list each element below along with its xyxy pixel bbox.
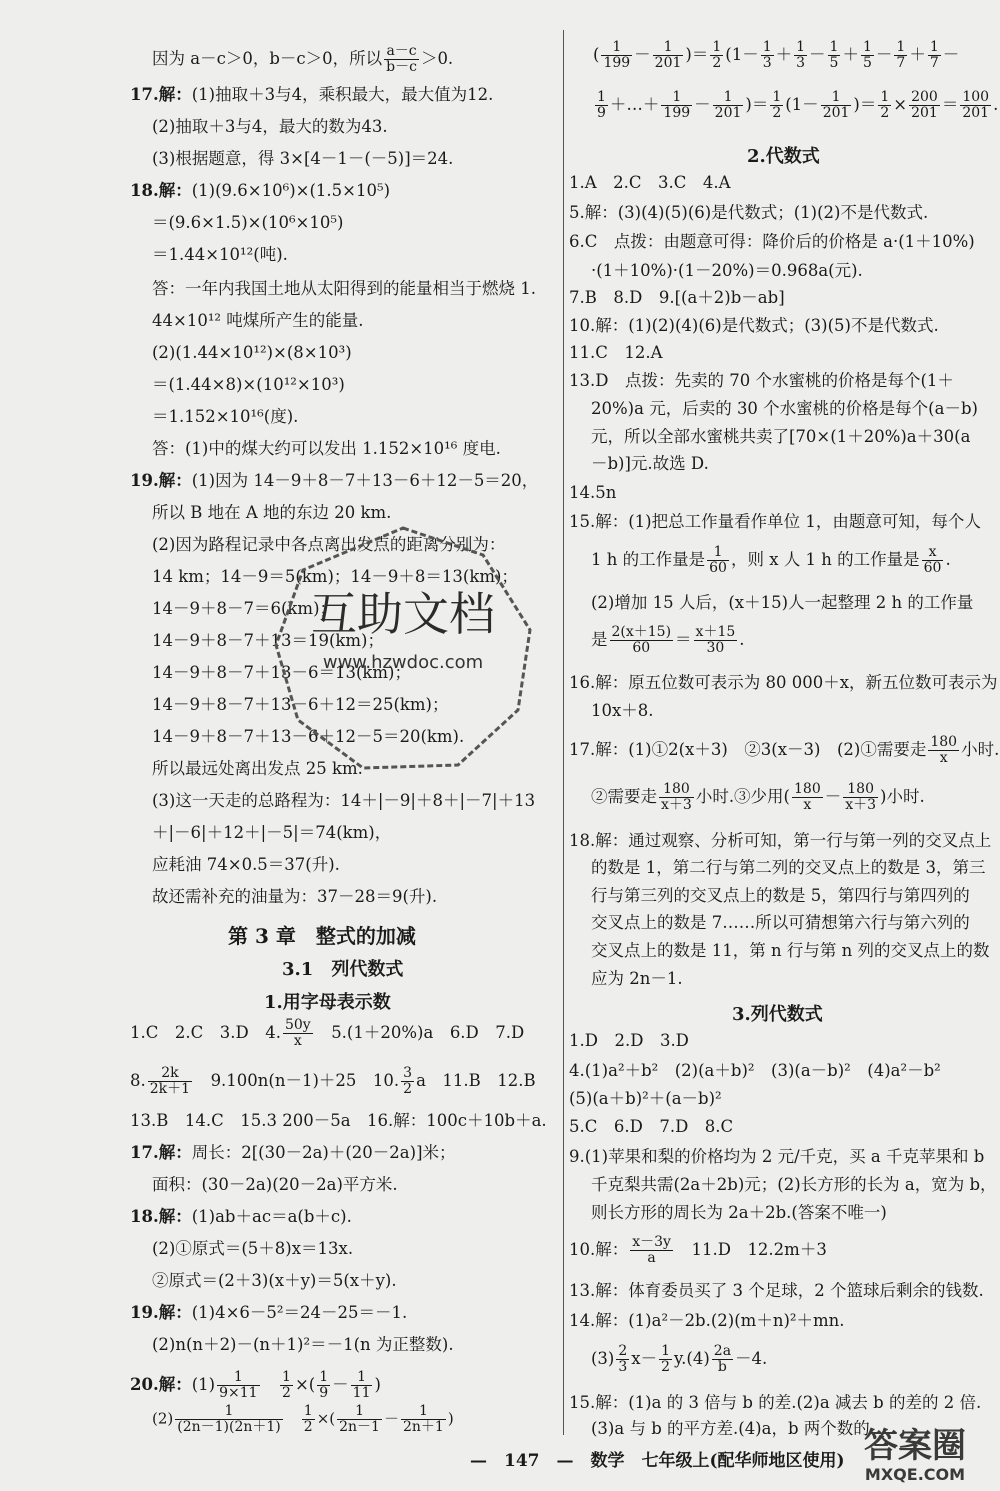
answer-line: 千克梨共需(2a＋2b)元；(2)长方形的长为 a，宽为 b， (591, 1175, 997, 1194)
stamp-url: www.hzwdoc.com (322, 652, 484, 673)
answer-line: 18.解：通过观察、分析可知，第一行与第一列的交叉点上 (569, 831, 992, 850)
text-line: (2)①原式＝(5＋8)x＝13x. (152, 1239, 354, 1258)
answer-line: 15.解：(1)把总工作量看作单位 1，由题意可知，每个人 (569, 512, 981, 531)
fraction: $\frac{1}{60}$ (709, 544, 727, 576)
logo-text: 答案圈 (864, 1426, 966, 1466)
fraction: $\frac{1}{2n-1}$ (339, 1403, 380, 1435)
text-line: (2)n(n＋2)－(n＋1)²＝－1(n 为正整数). (152, 1335, 454, 1354)
text-line: (2)(1.44×10¹²)×(8×10³) (152, 343, 352, 362)
chapter-title: 第 3 章 整式的加减 (228, 924, 416, 948)
text-line: 因为 a－c＞0，b－c＞0，所以 $\frac{a-c}{b-c}$ ＞0. (152, 43, 454, 75)
text-line: 所以 B 地在 A 地的东边 20 km. (152, 503, 392, 522)
fraction: $\frac{1}{2}$ (772, 89, 782, 121)
fraction: $\frac{1}{(2n-1)(2n+1)}$ (177, 1403, 281, 1435)
fraction: $\frac{1}{2n+1}$ (402, 1403, 444, 1435)
fraction: $\frac{180}{x}$ (794, 781, 821, 813)
math-line: ( $\frac{1}{199}$ － $\frac{1}{201}$ )＝ $\frac{1}{2}$ (1－ $\frac{1}{3}$ ＋ $\frac{1}{3}$ － $\frac{1}{5}$ ＋ $\frac{1}{5}$ － $\frac{1}{7}$ ＋ $\frac{1}{7}$ － (593, 39, 960, 71)
text-line: 面积：(30－2a)(20－2a)平方米. (152, 1175, 398, 1194)
text-line: 18.解：(1)(9.6×10⁶)×(1.5×10⁵) (130, 181, 391, 200)
fraction: $\frac{3}{2}$ (403, 1065, 413, 1097)
answer-line: (5)(a＋b)²＋(a－b)² (569, 1089, 722, 1108)
answer-line: (3)a 与 b 的平方差.(4)a，b 两个数的 (591, 1419, 870, 1438)
watermark-stamp (268, 520, 538, 775)
text-line: 14－9＋8－7＋13＝19(km)； (152, 631, 384, 650)
text-line: ＋|－6|＋12＋|－5|＝74(km)， (152, 823, 392, 842)
text-line: 17.解：(1)抽取＋3与4，乘积最大，最大值为12. (130, 85, 494, 104)
text-line: 14－9＋8－7＝6(km)； (152, 599, 337, 618)
text-line: 14 km；14－9＝5(km)；14－9＋8＝13(km)； (152, 567, 518, 586)
text-line: 14－9＋8－7＋13－6＝13(km)； (152, 663, 411, 682)
fraction: $\frac{1}{201}$ (822, 89, 850, 121)
fraction: $\frac{x-3y}{a}$ (632, 1234, 671, 1266)
answer-line: 17.解：(1)①2(x＋3) ②3(x－3) (2)①需要走 $\frac{180}{x}$ 小时. (569, 734, 1000, 766)
fraction: $\frac{1}{3}$ (762, 39, 772, 71)
subsection-title: 1.用字母表示数 (264, 992, 391, 1013)
subsection-title: 2.代数式 (747, 146, 820, 167)
text-line: (2)因为路程记录中各点离出发点的距离分别为： (152, 535, 506, 554)
text-line: ＝(9.6×1.5)×(10⁶×10⁵) (152, 213, 344, 232)
fraction: $\frac{2(x+15)}{60}$ (611, 624, 672, 656)
answer-line: 16.解：原五位数可表示为 80 000＋x，新五位数可表示为 (569, 673, 998, 692)
fraction: $\frac{1}{2}$ (661, 1343, 671, 1375)
corner-logo (840, 1417, 990, 1487)
text-line: ②原式＝(2＋3)(x＋y)＝5(x＋y). (152, 1271, 397, 1290)
answer-line: 9.(1)苹果和梨的价格均为 2 元/千克，买 a 千克苹果和 b (569, 1147, 985, 1166)
fraction: $\frac{200}{201}$ (911, 89, 938, 121)
text-line: 答：(1)中的煤大约可以发出 1.152×10¹⁶ 度电. (152, 439, 501, 458)
answer-line: －b)]元.故选 D. (591, 454, 709, 473)
answer-line: 元，所以全部水蜜桃共卖了[70×(1＋20%)a＋30(a (591, 427, 971, 446)
answer-line: (2)增加 15 人后，(x＋15)人一起整理 2 h 的工作量 (591, 593, 974, 612)
fraction: $\frac{2k}{2k+1}$ (149, 1065, 191, 1097)
fraction: $\frac{1}{199}$ (603, 39, 631, 71)
fraction: $\frac{1}{9}$ (597, 89, 606, 121)
math-line: $\frac{1}{9}$ ＋…＋ $\frac{1}{199}$ － $\frac{1}{201}$ )＝ $\frac{1}{2}$ (1－ $\frac{1}{201}$ )＝ $\frac{1}{2}$ × $\frac{200}{201}$ ＝ $\frac{100}{201}$ . (597, 89, 999, 121)
fraction: $\frac{1}{2}$ (712, 39, 722, 71)
fraction: $\frac{50y}{x}$ (284, 1017, 311, 1049)
answer-line: 14.解：(1)a²－2b.(2)(m＋n)²＋mn. (569, 1311, 845, 1330)
answer-line: 1.A 2.C 3.C 4.A (569, 173, 731, 192)
answer-line: 6.C 点拨：由题意可得：降价后的价格是 a·(1＋10%) (569, 232, 975, 251)
right-column (567, 0, 1000, 1445)
answer-line: 13.D 点拨：先卖的 70 个水蜜桃的价格是每个(1＋ (569, 371, 954, 390)
answer-line: 14.5n (569, 483, 617, 502)
answer-line: 的数是 1，第二行与第二列的交叉点上的数是 3，第三 (591, 858, 986, 877)
answer-line: 应为 2n－1. (591, 969, 683, 988)
fraction: $\frac{a-c}{b-c}$ (386, 43, 417, 75)
text-line: ＝(1.44×8)×(10¹²×10³) (152, 375, 345, 394)
fraction: $\frac{1}{201}$ (654, 39, 682, 71)
fraction: $\frac{x+15}{30}$ (695, 624, 736, 656)
answer-line: 10x＋8. (591, 701, 654, 720)
text-line: 14－9＋8－7＋13－6＋12－5＝20(km). (152, 727, 465, 746)
fraction: $\frac{100}{201}$ (962, 89, 990, 121)
text-line: 应耗油 74×0.5＝37(升). (152, 855, 340, 874)
fraction: $\frac{1}{3}$ (796, 39, 806, 71)
answer-line: 则长方形的周长为 2a＋2b.(答案不唯一) (591, 1203, 887, 1222)
answer-line: 20%)a 元，后卖的 30 个水蜜桃的价格是每个(a－b) (591, 399, 978, 418)
text-line: 17.解：周长：2[(30－2a)＋(20－2a)]米； (130, 1143, 456, 1162)
fraction: $\frac{1}{11}$ (352, 1369, 371, 1401)
section-title: 3.1 列代数式 (282, 959, 404, 980)
fraction: $\frac{1}{199}$ (663, 89, 691, 121)
answer-line: 10.解：(1)(2)(4)(6)是代数式；(3)(5)不是代数式. (569, 316, 939, 335)
text-line: 14－9＋8－7＋13－6＋12＝25(km)； (152, 695, 449, 714)
answer-line: 15.解：(1)a 的 3 倍与 b 的差.(2)a 减去 b 的差的 2 倍. (569, 1393, 982, 1412)
answer-line: 交叉点上的数是 7……所以可猜想第六行与第六列的 (591, 913, 970, 932)
fraction: $\frac{2}{3}$ (618, 1343, 628, 1375)
fraction: $\frac{1}{2}$ (282, 1369, 291, 1401)
answer-line: ②需要走 $\frac{180}{x+3}$ 小时.③少用( $\frac{180}{x}$ － $\frac{180}{x+3}$ )小时. (591, 781, 925, 813)
subsection-title: 3.列代数式 (732, 1004, 823, 1025)
answer-line: (3) $\frac{2}{3}$ x－ $\frac{1}{2}$ y.(4) $\frac{2a}{b}$ －4. (591, 1343, 768, 1375)
answer-line: 4.(1)a²＋b² (2)(a＋b)² (3)(a－b)² (4)a²－b² (569, 1061, 941, 1080)
answer-line: 7.B 8.D 9.[(a＋2)b－ab] (569, 288, 785, 307)
text-line: ＝1.152×10¹⁶(度). (152, 407, 299, 426)
answer-line: 行与第三列的交叉点上的数是 5，第四行与第四列的 (591, 886, 970, 905)
text-line: 所以最远处离出发点 25 km. (152, 759, 363, 778)
answer-line: 1.D 2.D 3.D (569, 1031, 689, 1050)
fraction: $\frac{1}{5}$ (829, 39, 839, 71)
answer-line: 5.C 6.D 7.D 8.C (569, 1117, 734, 1136)
answer-line: 11.C 12.A (569, 343, 663, 362)
text-line: 19.解：(1)4×6－5²＝24－25＝－1. (130, 1303, 408, 1322)
fraction: $\frac{180}{x+3}$ (845, 781, 877, 813)
fraction: $\frac{x}{60}$ (923, 544, 942, 576)
fraction: $\frac{1}{7}$ (929, 39, 939, 71)
answer-line: 10.解： $\frac{x-3y}{a}$ 11.D 12.2m＋3 (569, 1234, 827, 1266)
text-line: ＝1.44×10¹²(吨). (152, 245, 288, 264)
column-divider (563, 30, 564, 1435)
text-line: 44×10¹² 吨煤所产生的能量. (152, 311, 364, 330)
math-line: (2) $\frac{1}{(2n-1)(2n+1)}$ $\frac{1}{2}$ ×( $\frac{1}{2n-1}$ － $\frac{1}{2n+1}$ ) (152, 1403, 454, 1435)
text-line: 18.解：(1)ab＋ac＝a(b＋c). (130, 1207, 352, 1226)
answer-line: 是 $\frac{2(x+15)}{60}$ ＝ $\frac{x+15}{30}$ . (591, 624, 745, 656)
fraction: $\frac{1}{5}$ (862, 39, 872, 71)
answer-line: 8. $\frac{2k}{2k+1}$ 9.100n(n－1)＋25 10. $\frac{3}{2}$ a 11.B 12.B (130, 1065, 536, 1097)
fraction: $\frac{180}{x+3}$ (661, 781, 692, 813)
text-line: (3)这一天走的总路程为：14＋|－9|＋8＋|－7|＋13 (152, 791, 536, 810)
answer-line: 13.解：体育委员买了 3 个足球，2 个篮球后剩余的钱数. (569, 1281, 984, 1300)
fraction: $\frac{1}{9\times 11}$ (219, 1369, 258, 1401)
fraction: $\frac{1}{2}$ (880, 89, 890, 121)
text-line: (3)根据题意，得 3×[4－1－(－5)]＝24. (152, 149, 454, 168)
fraction: $\frac{1}{201}$ (714, 89, 742, 121)
page-footer: — 147 — 数学 七年级上(配华师地区使用) (470, 1451, 845, 1471)
answer-line: 1.C 2.C 3.D 4. $\frac{50y}{x}$ 5.(1＋20%)a 6.D 7.D (130, 1017, 525, 1049)
fraction: $\frac{1}{2}$ (303, 1403, 313, 1435)
answer-line: ·(1＋10%)·(1－20%)＝0.968a(元). (591, 261, 863, 280)
fraction: $\frac{1}{7}$ (896, 39, 906, 71)
answer-line: 交叉点上的数是 11，第 n 行与第 n 列的交叉点上的数 (591, 941, 990, 960)
answer-line: 1 h 的工作量是 $\frac{1}{60}$ ，则 x 人 1 h 的工作量是 $\frac{x}{60}$ . (591, 544, 951, 576)
text-line: 故还需补充的油量为：37－28＝9(升). (152, 887, 438, 906)
text-line: 19.解：(1)因为 14－9＋8－7＋13－6＋12－5＝20， (130, 471, 539, 490)
text-line: 答：一年内我国土地从太阳得到的能量相当于燃烧 1. (152, 279, 536, 298)
answer-line: 5.解：(3)(4)(5)(6)是代数式；(1)(2)不是代数式. (569, 203, 929, 222)
logo-url: MXQE.COM (864, 1465, 966, 1484)
fraction: $\frac{1}{9}$ (319, 1369, 329, 1401)
fraction: $\frac{2a}{b}$ (713, 1343, 732, 1375)
math-line: 20.解：(1) $\frac{1}{9\times 11}$ $\frac{1}{2}$ ×( $\frac{1}{9}$ － $\frac{1}{11}$ ) (130, 1369, 381, 1401)
answer-line: 13.B 14.C 15.3 200－5a 16.解：100c＋10b＋a. (130, 1111, 547, 1130)
text-line: (2)抽取＋3与4，最大的数为43. (152, 117, 388, 136)
stamp-text: 互助文档 (311, 587, 495, 641)
fraction: $\frac{180}{x}$ (930, 734, 958, 766)
